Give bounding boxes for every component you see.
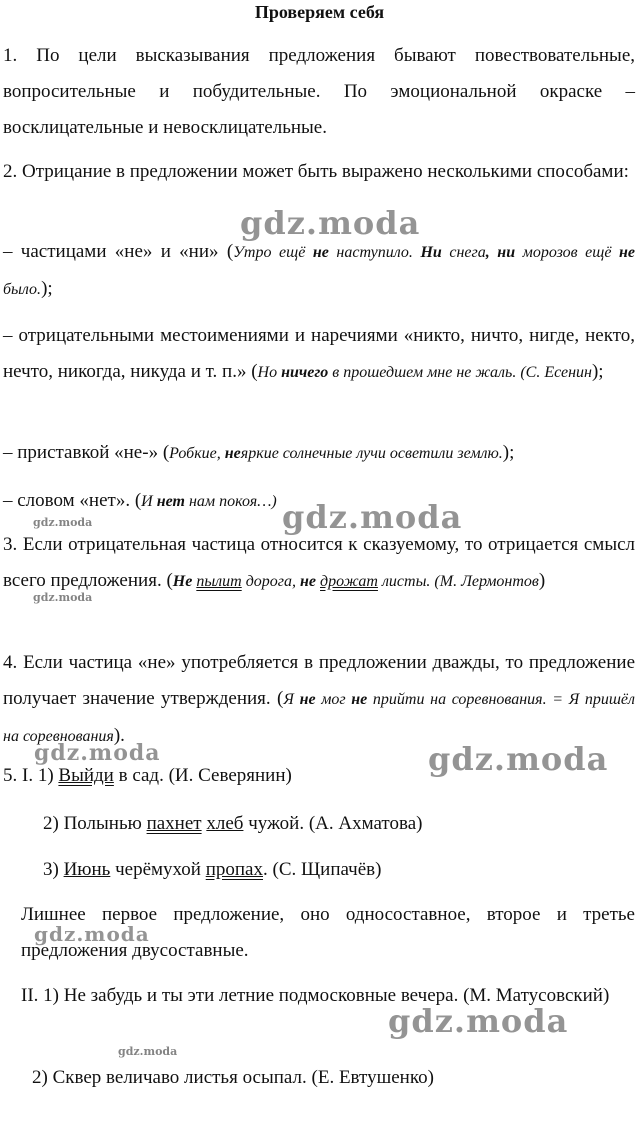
bullet-text: – отрицательными местоимениями и наречиями «никто, ничто, нигде, некто, нечто, никогда, никуда и т. п.» ( xyxy=(3,325,635,382)
bullet-text: – приставкой «не-» ( xyxy=(3,442,170,463)
bullet-text: – частицами «не» и «ни» ( xyxy=(3,241,234,262)
page-title: Проверяем себя xyxy=(254,2,385,22)
watermark: gdz.moda xyxy=(33,516,93,529)
watermark: gdz.moda xyxy=(282,498,463,536)
example-text: Я не мог не прийти на соревнования. = Я пришёл на соревнования xyxy=(3,691,636,745)
bullet-prefix: – приставкой «не-» (Робкие, неяркие солнечные лучи осветили землю.); xyxy=(3,442,515,463)
watermark: gdz.moda xyxy=(118,1045,178,1058)
watermark: gdz.moda xyxy=(240,204,421,242)
example-text: Утро ещё не наступило. Ни снега, ни морозов ещё не было. xyxy=(3,244,636,298)
bullet-text: – словом «нет». ( xyxy=(3,490,142,511)
section5-item1: 5. I. 1) Выйди в сад. (И. Северянин) xyxy=(3,765,292,786)
section5-item2: 2) Полынью пахнет хлеб чужой. (А. Ахматова) xyxy=(43,813,423,834)
bullet-pronouns: – отрицательными местоимениями и наречиями «никто, ничто, нигде, некто, нечто, никогда, никуда и т. п.» (Но ничего в прошедшем мне не жаль. (С. Есенин); xyxy=(3,325,635,382)
example-text: И нет нам покоя…) xyxy=(141,493,277,510)
paragraph-1: 1. По цели высказывания предложения бывают повествовательные, вопросительные и побудительные. По эмоциональной окраске – восклицательные и невосклицательные. xyxy=(3,45,635,138)
section5-note: Лишнее первое предложение, оно односоставное, второе и третье предложения двусоставные. xyxy=(21,904,635,961)
section5-ii-item1: II. 1) Не забудь и ты эти летние подмосковные вечера. (М. Матусовский) xyxy=(21,985,610,1006)
section5-item3: 3) Июнь черёмухой пропах. (С. Щипачёв) xyxy=(43,859,382,880)
paragraph-2: 2. Отрицание в предложении может быть выражено несколькими способами: xyxy=(3,161,629,182)
paragraph-4: 4. Если частица «не» употребляется в предложении дважды, то предложение получает значение утверждения. (Я не мог не прийти на соревнования. = Я пришёл на соревнования). xyxy=(3,652,636,746)
watermark: gdz.moda xyxy=(388,1002,569,1040)
example-text: Не пылит дорога, не дрожат листы. (М. Лермонтов xyxy=(172,573,539,590)
watermark: gdz.moda xyxy=(33,591,93,604)
section5-ii-item2: 2) Сквер величаво листья осыпал. (Е. Евтушенко) xyxy=(32,1067,434,1088)
watermark: gdz.moda xyxy=(34,740,161,766)
paragraph-3: 3. Если отрицательная частица относится к сказуемому, то отрицается смысл всего предложения. (Не пылит дорога, не дрожат листы. (М. Лермонтов) xyxy=(3,534,635,591)
watermark: gdz.moda xyxy=(428,740,609,778)
bullet-particles: – частицами «не» и «ни» (Утро ещё не наступило. Ни снега, ни морозов ещё не было.); xyxy=(3,241,636,299)
example-text: Робкие, неяркие солнечные лучи осветили землю. xyxy=(169,445,503,462)
example-text: Но ничего в прошедшем мне не жаль. (С. Есенин xyxy=(257,364,592,381)
watermark: gdz.moda xyxy=(34,922,150,946)
